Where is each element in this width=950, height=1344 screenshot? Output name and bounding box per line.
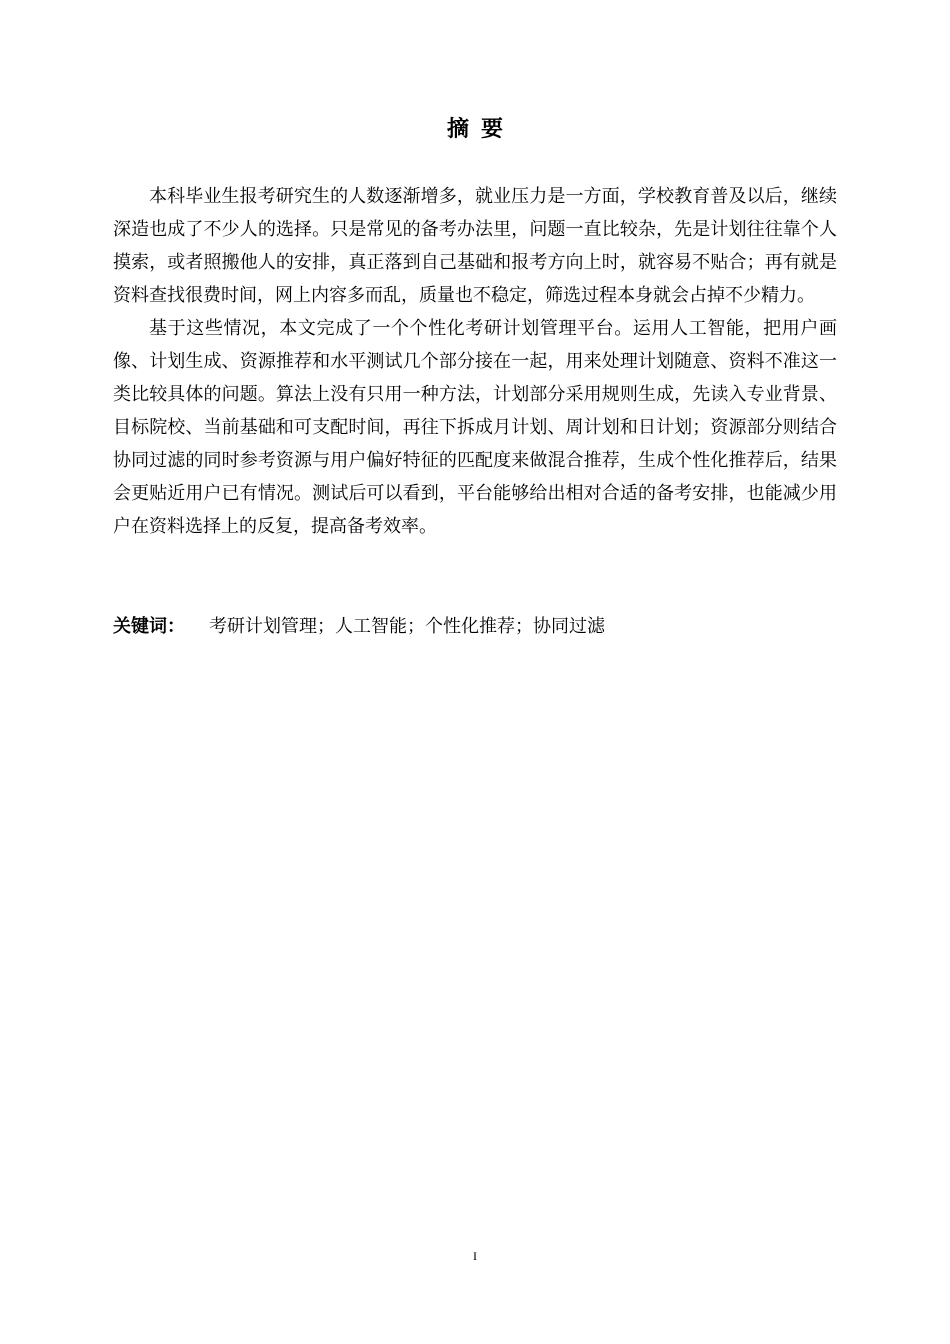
abstract-paragraph-2: 基于这些情况，本文完成了一个个性化考研计划管理平台。运用人工智能，把用户画像、计划生成、资源推荐和水平测试几个部分接在一起，用来处理计划随意、资料不准这一类比较具体的问题。算法上没有只用一种方法，计划部分采用规则生成，先读入专业背景、目标院校、当前基础和可支配时间，再往下拆成月计划、周计划和日计划；资源部分则结合协同过滤的同时参考资源与用户偏好特征的匹配度来做混合推荐，生成个性化推荐后，结果会更贴近用户已有情况。测试后可以看到，平台能够给出相对合适的备考安排，也能减少用户在资料选择上的反复，提高备考效率。	[113, 318, 837, 537]
keywords-label: 关键词：	[113, 616, 185, 637]
page-number: I	[473, 1249, 477, 1263]
abstract-paragraph-1: 本科毕业生报考研究生的人数逐渐增多，就业压力是一方面，学校教育普及以后，继续深造也成了不少人的选择。只是常见的备考办法里，问题一直比较杂，先是计划往往靠个人摸索，或者照搬他人的安排，真正落到自己基础和报考方向上时，就容易不贴合；再有就是资料查找很费时间，网上内容多而乱，质量也不稳定，筛选过程本身就会占掉不少精力。	[113, 186, 837, 306]
keywords-line	[113, 613, 837, 641]
keywords-value: 考研计划管理；人工智能；个性化推荐；协同过滤	[209, 616, 605, 637]
abstract-body	[113, 180, 837, 543]
abstract-title: 摘要	[446, 117, 515, 142]
